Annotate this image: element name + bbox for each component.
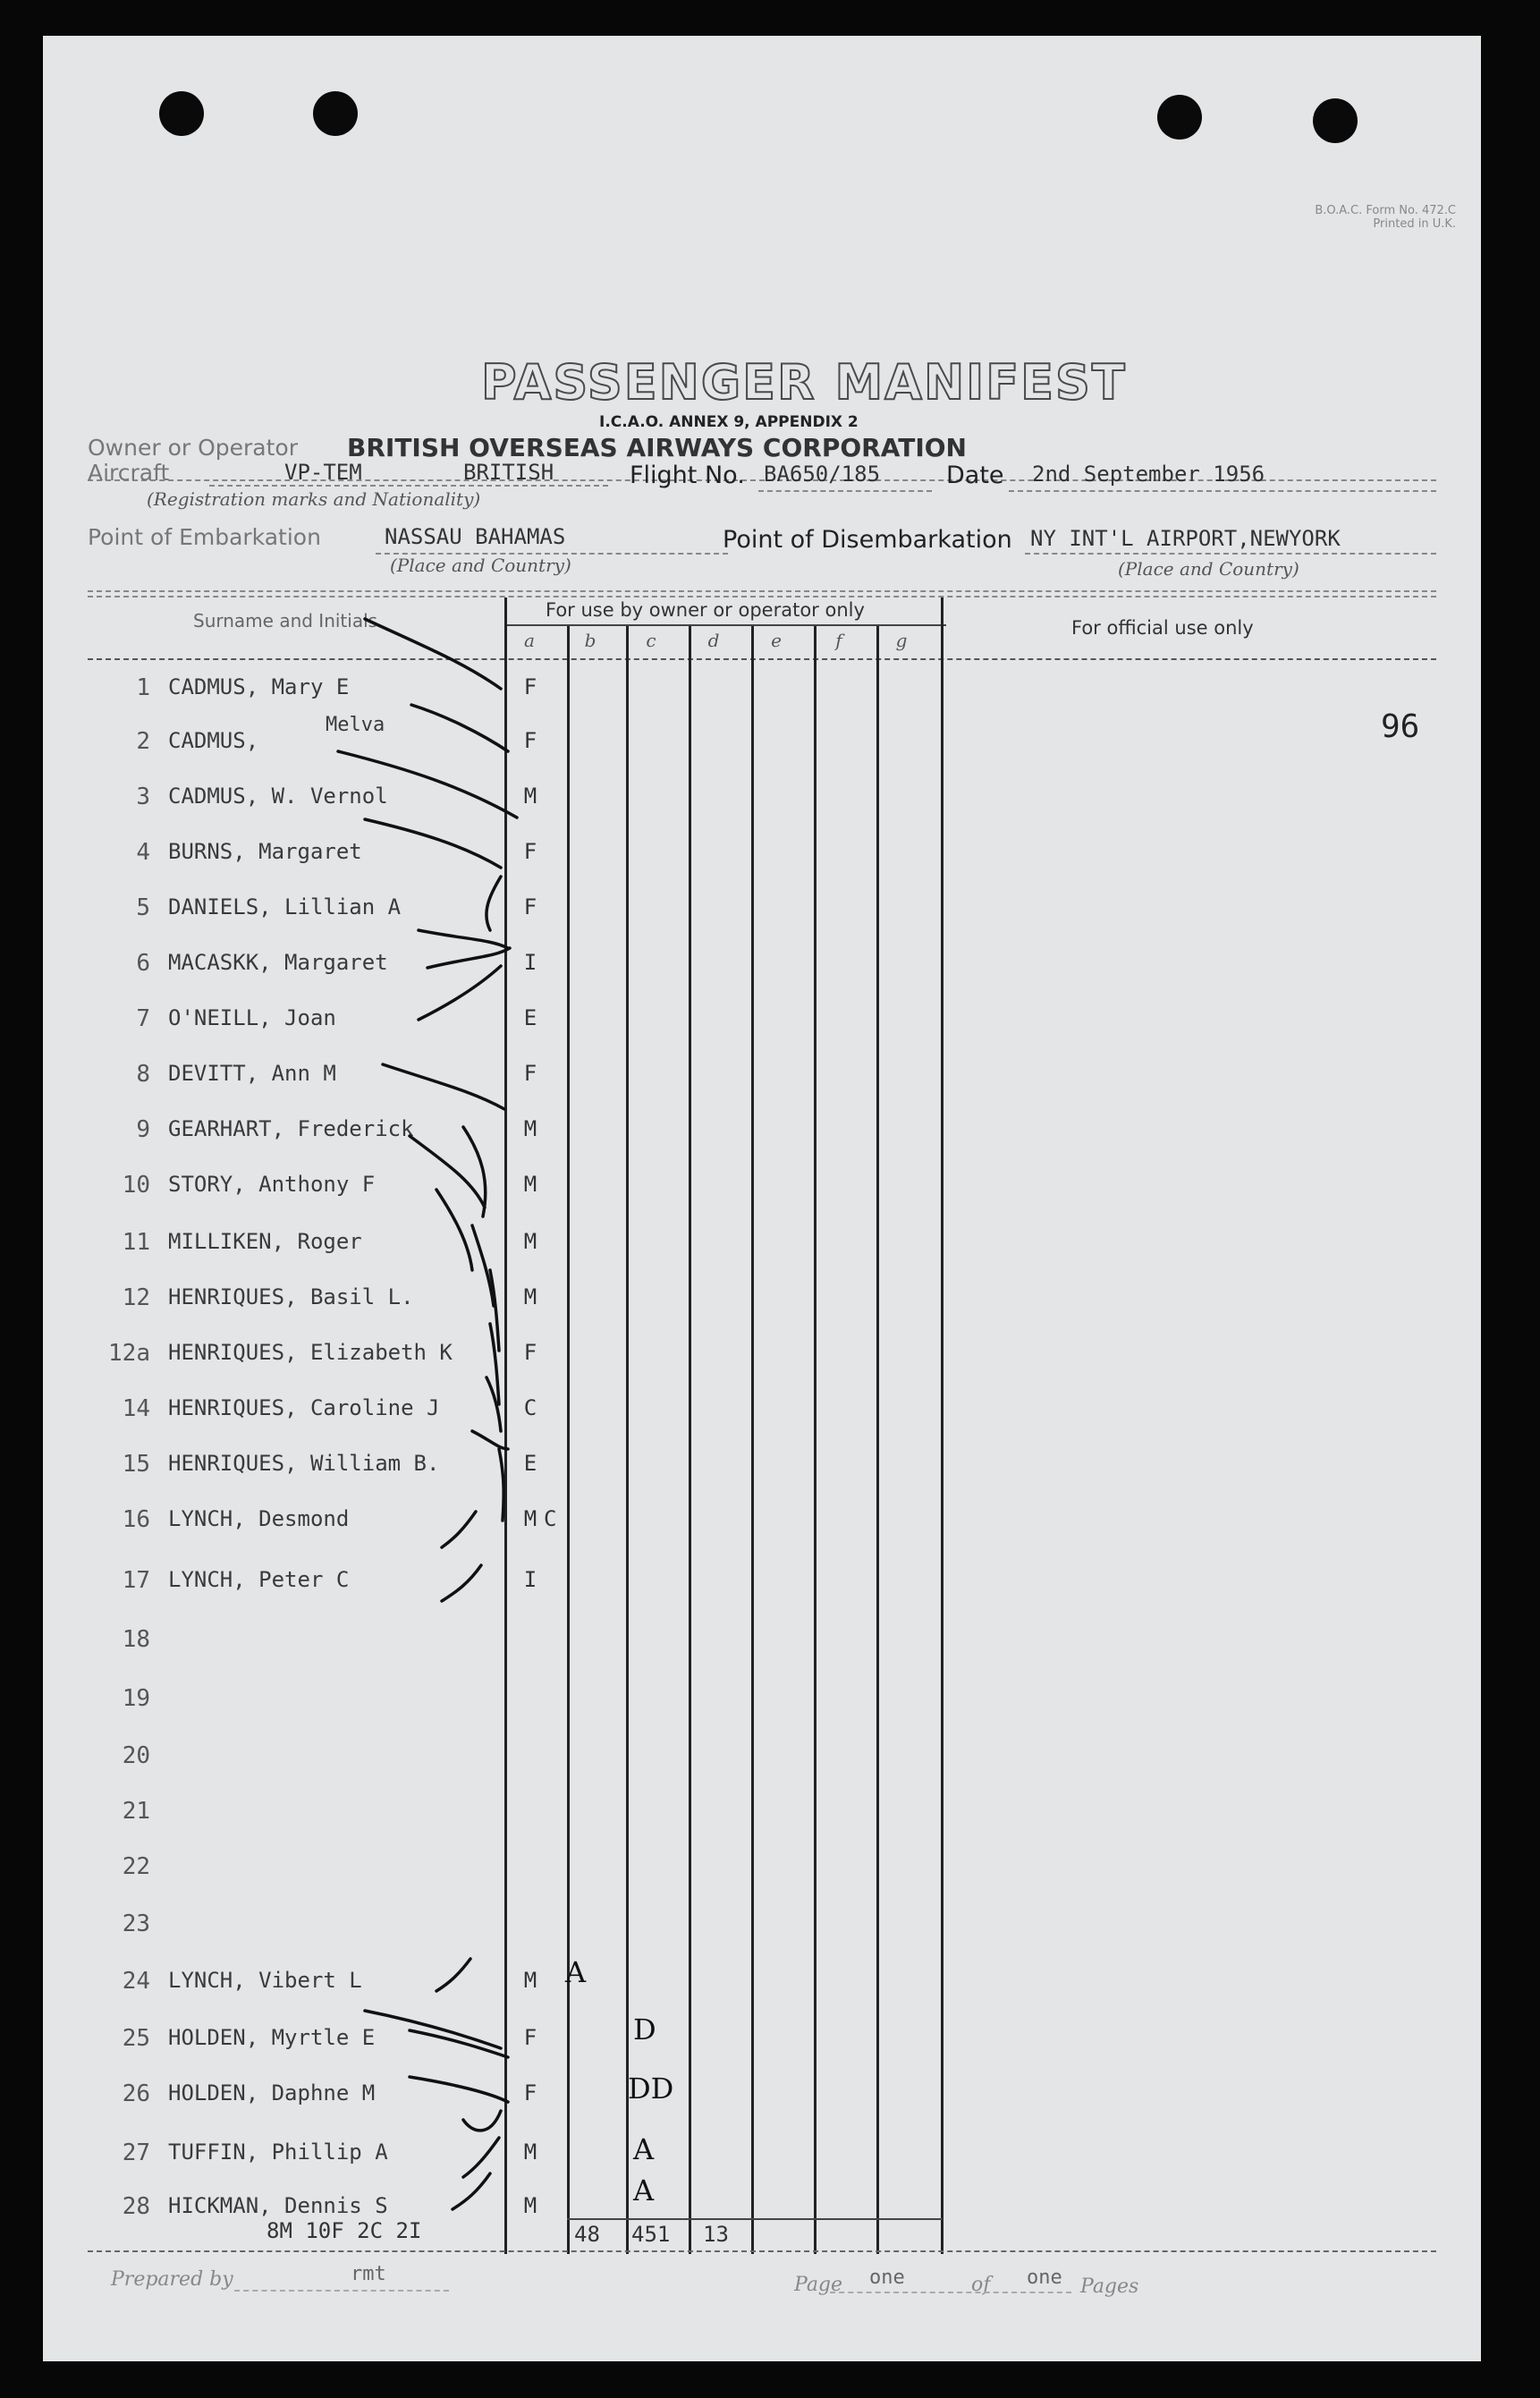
passenger-name: CADMUS, W. Vernol <box>168 784 388 809</box>
table-row <box>43 1005 1027 1041</box>
field-underline <box>1009 490 1436 492</box>
surname-header: Surname and Initials <box>193 610 378 631</box>
row-number: 2 <box>136 728 150 755</box>
column-d: d <box>707 630 720 651</box>
disembark-note: (Place and Country) <box>1118 558 1299 580</box>
passenger-sex: M <box>523 1116 537 1141</box>
row-number: 22 <box>122 1853 150 1880</box>
binder-hole <box>313 91 358 136</box>
embark-value: NASSAU BAHAMAS <box>385 524 566 549</box>
manifest-page <box>43 36 1481 2361</box>
field-underline <box>830 2292 1071 2293</box>
form-number: B.O.A.C. Form No. 472.C <box>1315 204 1456 217</box>
column-c-mark: A <box>633 2132 655 2166</box>
table-row <box>43 1685 1027 1721</box>
printer-imprint <box>1223 204 1456 231</box>
passenger-name: LYNCH, Peter C <box>168 1567 350 1592</box>
column-c: c <box>646 630 656 651</box>
column-c-mark: D <box>633 2012 656 2046</box>
binder-hole <box>1157 95 1202 140</box>
passenger-name: CADMUS, Mary E <box>168 674 350 699</box>
passenger-sex: M <box>523 1172 537 1197</box>
row-number: 19 <box>122 1685 150 1712</box>
row-number: 23 <box>122 1911 150 1937</box>
operator-value: BRITISH OVERSEAS AIRWAYS CORPORATION <box>347 433 967 462</box>
aircraft-value: VP-TEM <box>284 460 362 485</box>
pages-label: Pages <box>1080 2275 1139 2298</box>
passenger-name: HOLDEN, Myrtle E <box>168 2025 376 2050</box>
column-header-rule <box>88 658 1436 660</box>
table-row <box>43 2012 1027 2061</box>
table-row <box>43 1798 1027 1834</box>
passenger-name: O'NEILL, Joan <box>168 1005 336 1030</box>
passenger-name: LYNCH, Vibert L <box>168 1968 362 1993</box>
disembark-value: NY INT'L AIRPORT,NEWYORK <box>1030 526 1341 551</box>
passenger-name: LYNCH, Desmond <box>168 1506 350 1531</box>
table-top-rule <box>88 590 1436 592</box>
table-row <box>43 1116 1027 1152</box>
table-row <box>43 1626 1027 1662</box>
row-number: 18 <box>122 1626 150 1653</box>
binder-hole <box>159 91 204 136</box>
operator-label: Owner or Operator <box>88 435 298 461</box>
column-a: a <box>524 630 535 651</box>
table-top-rule <box>88 596 1436 597</box>
field-underline <box>209 485 608 487</box>
passenger-name: MACASKK, Margaret <box>168 950 388 975</box>
passenger-name: BURNS, Margaret <box>168 839 362 864</box>
column-g: g <box>895 630 908 651</box>
passenger-sex: F <box>523 1340 537 1365</box>
table-row <box>43 950 1027 986</box>
row-number: 27 <box>122 2140 150 2166</box>
table-row <box>43 2072 1027 2116</box>
passenger-sex: F <box>523 839 537 864</box>
table-row <box>43 784 1027 819</box>
table-row <box>43 1172 1027 1207</box>
date-value: 2nd September 1956 <box>1032 462 1265 487</box>
table-row <box>43 1284 1027 1320</box>
form-title: PASSENGER MANIFEST <box>481 354 1127 411</box>
prepared-by-label: Prepared by <box>111 2268 233 2291</box>
total-column-d: 13 <box>703 2222 729 2247</box>
passenger-sex: F <box>523 1061 537 1086</box>
page-value: one <box>869 2267 905 2289</box>
embark-note: (Place and Country) <box>390 555 571 576</box>
table-row <box>43 2173 1027 2229</box>
totals-summary: 8M 10F 2C 2I <box>267 2218 422 2243</box>
row-number: 4 <box>136 839 150 866</box>
passenger-sex: M <box>523 784 537 809</box>
aircraft-nationality: BRITISH <box>463 460 554 485</box>
embark-label: Point of Embarkation <box>88 524 321 550</box>
totals-rule <box>567 2218 943 2220</box>
table-row <box>43 1853 1027 1889</box>
binder-hole <box>1313 98 1358 143</box>
table-row <box>43 674 1027 710</box>
column-e: e <box>771 630 782 651</box>
aircraft-note: (Registration marks and Nationality) <box>147 488 481 510</box>
of-label: of <box>971 2274 991 2296</box>
of-value: one <box>1027 2267 1062 2289</box>
total-column-b: 48 <box>574 2222 600 2247</box>
passenger-name: HENRIQUES, Elizabeth K <box>168 1340 453 1365</box>
table-row <box>43 2132 1027 2175</box>
table-row <box>43 1567 1027 1603</box>
passenger-sex: M <box>523 1229 537 1254</box>
row-number: 6 <box>136 950 150 977</box>
row-number: 12a <box>108 1340 150 1367</box>
passenger-sex: M <box>523 1968 537 1993</box>
passenger-sex: F <box>523 728 537 753</box>
row-number: 12 <box>122 1284 150 1311</box>
passenger-sex: I <box>523 1567 537 1592</box>
row-number: 17 <box>122 1567 150 1594</box>
column-c-mark: DD <box>628 2072 674 2106</box>
passenger-sex: M <box>523 1284 537 1309</box>
table-row <box>43 1506 1027 1542</box>
table-row <box>43 1061 1027 1097</box>
passenger-sex: F <box>523 894 537 919</box>
row-number: 7 <box>136 1005 150 1032</box>
passenger-name: DANIELS, Lillian A <box>168 894 402 919</box>
operator-header-rule <box>506 624 946 626</box>
table-row <box>43 1395 1027 1431</box>
table-row <box>43 1955 1027 2004</box>
column-c-mark: A <box>633 2173 655 2207</box>
field-underline <box>758 490 932 492</box>
table-row <box>43 839 1027 875</box>
flight-value: BA650/185 <box>764 462 881 487</box>
field-underline <box>234 2290 449 2292</box>
row-number: 15 <box>122 1451 150 1478</box>
column-f: f <box>835 630 842 651</box>
table-row <box>43 894 1027 930</box>
passenger-name: HENRIQUES, William B. <box>168 1451 440 1476</box>
table-row <box>43 714 1027 764</box>
passenger-name: HENRIQUES, Basil L. <box>168 1284 414 1309</box>
tick-mark <box>472 1431 508 1449</box>
row-number: 3 <box>136 784 150 810</box>
operator-header: For use by owner or operator only <box>546 599 865 621</box>
row-number: 5 <box>136 894 150 921</box>
column-b-mark: A <box>565 1955 587 1989</box>
passenger-sex: F <box>523 674 537 699</box>
table-bottom-rule <box>88 2250 1436 2252</box>
table-row <box>43 1340 1027 1376</box>
total-column-c: 451 <box>631 2222 671 2247</box>
passenger-name: GEARHART, Frederick <box>168 1116 414 1141</box>
passenger-sex: E <box>523 1005 537 1030</box>
passenger-sex: F <box>523 2080 537 2106</box>
row-number: 1 <box>136 674 150 701</box>
row-number: 24 <box>122 1968 150 1995</box>
printed-in: Printed in U.K. <box>1373 217 1456 231</box>
row-number: 11 <box>122 1229 150 1256</box>
official-number: 96 <box>1381 708 1420 745</box>
passenger-name: HICKMAN, Dennis S <box>168 2193 388 2218</box>
passenger-sex: E <box>523 1451 537 1476</box>
column-b: b <box>584 630 597 651</box>
prepared-by-value: rmt <box>351 2263 386 2285</box>
row-number: 9 <box>136 1116 150 1143</box>
row-number: 10 <box>122 1172 150 1199</box>
passenger-sex: I <box>523 950 537 975</box>
passenger-sex: M <box>523 1506 537 1531</box>
row-number: 25 <box>122 2025 150 2052</box>
passenger-extra-code: C <box>544 1506 557 1531</box>
table-row <box>43 1451 1027 1487</box>
passenger-name: DEVITT, Ann M <box>168 1061 336 1086</box>
table-row <box>43 1911 1027 1946</box>
disembark-label: Point of Disembarkation <box>723 526 1012 554</box>
aircraft-label: Aircraft <box>88 460 170 486</box>
row-number: 20 <box>122 1742 150 1769</box>
tick-mark <box>419 930 508 948</box>
passenger-sex: M <box>523 2193 537 2218</box>
row-number: 26 <box>122 2080 150 2107</box>
row-number: 21 <box>122 1798 150 1825</box>
passenger-name: STORY, Anthony F <box>168 1172 376 1197</box>
passenger-sex: F <box>523 2025 537 2050</box>
page-label: Page <box>794 2274 843 2296</box>
passenger-name: CADMUS, <box>168 728 259 753</box>
passenger-name: MILLIKEN, Roger <box>168 1229 362 1254</box>
row-number: 8 <box>136 1061 150 1088</box>
table-row <box>43 1229 1027 1265</box>
passenger-name: HOLDEN, Daphne M <box>168 2080 376 2106</box>
passenger-name: HENRIQUES, Caroline J <box>168 1395 440 1420</box>
row-number: 14 <box>122 1395 150 1422</box>
field-underline <box>1025 553 1436 555</box>
row-number: 16 <box>122 1506 150 1533</box>
passenger-sex: M <box>523 2140 537 2165</box>
table-row <box>43 1742 1027 1778</box>
row-number: 28 <box>122 2193 150 2220</box>
form-subtitle: I.C.A.O. ANNEX 9, APPENDIX 2 <box>599 413 859 431</box>
official-header: For official use only <box>1071 617 1254 639</box>
date-label: Date <box>946 462 1004 489</box>
handwritten-given-name: Melva <box>326 714 385 736</box>
passenger-sex: C <box>523 1395 537 1420</box>
passenger-name: TUFFIN, Phillip A <box>168 2140 388 2165</box>
flight-label: Flight No. <box>630 462 745 489</box>
